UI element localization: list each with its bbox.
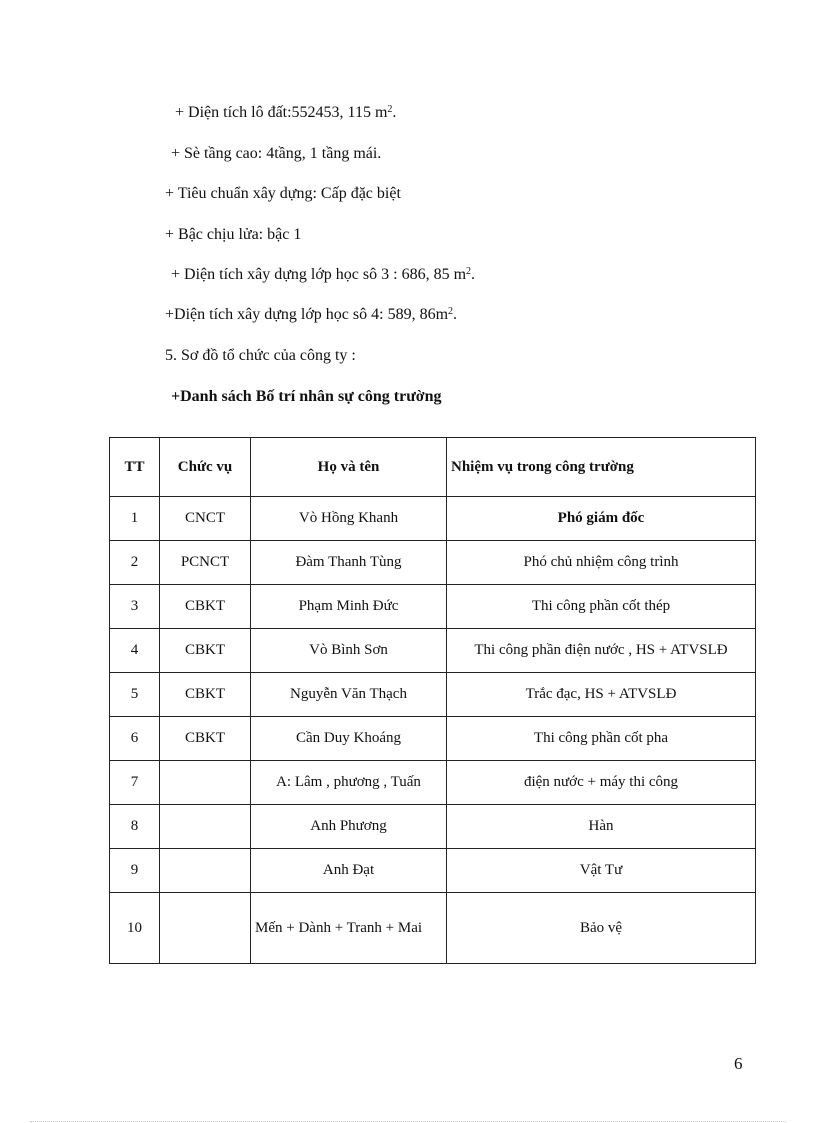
table-row bbox=[110, 541, 756, 585]
cell-duty: Phó giám đốc bbox=[447, 497, 756, 541]
header-tt: TT bbox=[110, 438, 160, 497]
header-name: Họ và tên bbox=[251, 438, 447, 497]
table-row bbox=[110, 849, 756, 893]
cell-name: Anh Đạt bbox=[251, 849, 447, 893]
cell-tt: 5 bbox=[110, 673, 160, 717]
cell-position bbox=[160, 893, 251, 964]
staff-table bbox=[109, 437, 756, 964]
cell-duty: Phó chủ nhiệm công trình bbox=[447, 541, 756, 585]
floors-line: + Sè tầng cao: 4tầng, 1 tầng mái. bbox=[171, 145, 382, 162]
cell-position bbox=[160, 805, 251, 849]
cell-name: Cần Duy Khoáng bbox=[251, 717, 447, 761]
section-heading: 5. Sơ đồ tổ chức của công ty : bbox=[165, 347, 356, 364]
cell-duty: Trắc đạc, HS + ATVSLĐ bbox=[447, 673, 756, 717]
cell-duty: Bảo vệ bbox=[447, 893, 756, 964]
cell-name: Vò Bình Sơn bbox=[251, 629, 447, 673]
cell-position: CNCT bbox=[160, 497, 251, 541]
fire-rating-line: + Bậc chịu lửa: bậc 1 bbox=[165, 226, 302, 243]
standard-line: + Tiêu chuẩn xây dựng: Cấp đặc biệt bbox=[165, 185, 401, 202]
page-number: 6 bbox=[734, 1054, 743, 1073]
cell-position: CBKT bbox=[160, 673, 251, 717]
cell-tt: 8 bbox=[110, 805, 160, 849]
cell-duty: Thi công phần điện nước , HS + ATVSLĐ bbox=[447, 629, 756, 673]
staff-list-heading: +Danh sách Bố trí nhân sự công trường bbox=[171, 388, 442, 405]
table-row bbox=[110, 893, 756, 964]
cell-duty: Vật Tư bbox=[447, 849, 756, 893]
cell-duty: Thi công phần cốt pha bbox=[447, 717, 756, 761]
cell-tt: 4 bbox=[110, 629, 160, 673]
cell-position: CBKT bbox=[160, 629, 251, 673]
cell-duty: Thi công phần cốt thép bbox=[447, 585, 756, 629]
cell-name: Phạm Minh Đức bbox=[251, 585, 447, 629]
cell-tt: 6 bbox=[110, 717, 160, 761]
cell-position bbox=[160, 849, 251, 893]
table-row bbox=[110, 761, 756, 805]
cell-name: Anh Phương bbox=[251, 805, 447, 849]
cell-tt: 9 bbox=[110, 849, 160, 893]
cell-position bbox=[160, 761, 251, 805]
header-position: Chức vụ bbox=[160, 438, 251, 497]
lot-area-line: + Diện tích lô đất:552453, 115 $m^2$. bbox=[175, 104, 397, 121]
classroom3-area-line: + Diện tích xây dựng lớp học sô 3 : 686, 85 $m^2$. bbox=[171, 266, 476, 283]
table-row bbox=[110, 673, 756, 717]
cell-tt: 10 bbox=[110, 893, 160, 964]
cell-name: A: Lâm , phương , Tuấn bbox=[251, 761, 447, 805]
classroom4-area-line: +Diện tích xây dựng lớp học sô 4: 589, $86m^2$. bbox=[165, 306, 458, 323]
header-duty: Nhiệm vụ trong công trường bbox=[447, 438, 756, 497]
table-header-row bbox=[110, 438, 756, 497]
cell-name: Mến + Dành + Tranh + Mai bbox=[251, 893, 447, 964]
cell-name: Đàm Thanh Tùng bbox=[251, 541, 447, 585]
cell-duty: Hàn bbox=[447, 805, 756, 849]
cell-tt: 3 bbox=[110, 585, 160, 629]
table-row bbox=[110, 629, 756, 673]
cell-position: PCNCT bbox=[160, 541, 251, 585]
cell-position: CBKT bbox=[160, 585, 251, 629]
table-row bbox=[110, 497, 756, 541]
cell-name: Vò Hồng Khanh bbox=[251, 497, 447, 541]
cell-duty: điện nước + máy thi công bbox=[447, 761, 756, 805]
cell-name: Nguyễn Văn Thạch bbox=[251, 673, 447, 717]
table-row bbox=[110, 585, 756, 629]
cell-tt: 1 bbox=[110, 497, 160, 541]
cell-tt: 7 bbox=[110, 761, 160, 805]
footer-divider bbox=[30, 1121, 786, 1122]
table-row bbox=[110, 717, 756, 761]
cell-position: CBKT bbox=[160, 717, 251, 761]
table-row bbox=[110, 805, 756, 849]
cell-tt: 2 bbox=[110, 541, 160, 585]
